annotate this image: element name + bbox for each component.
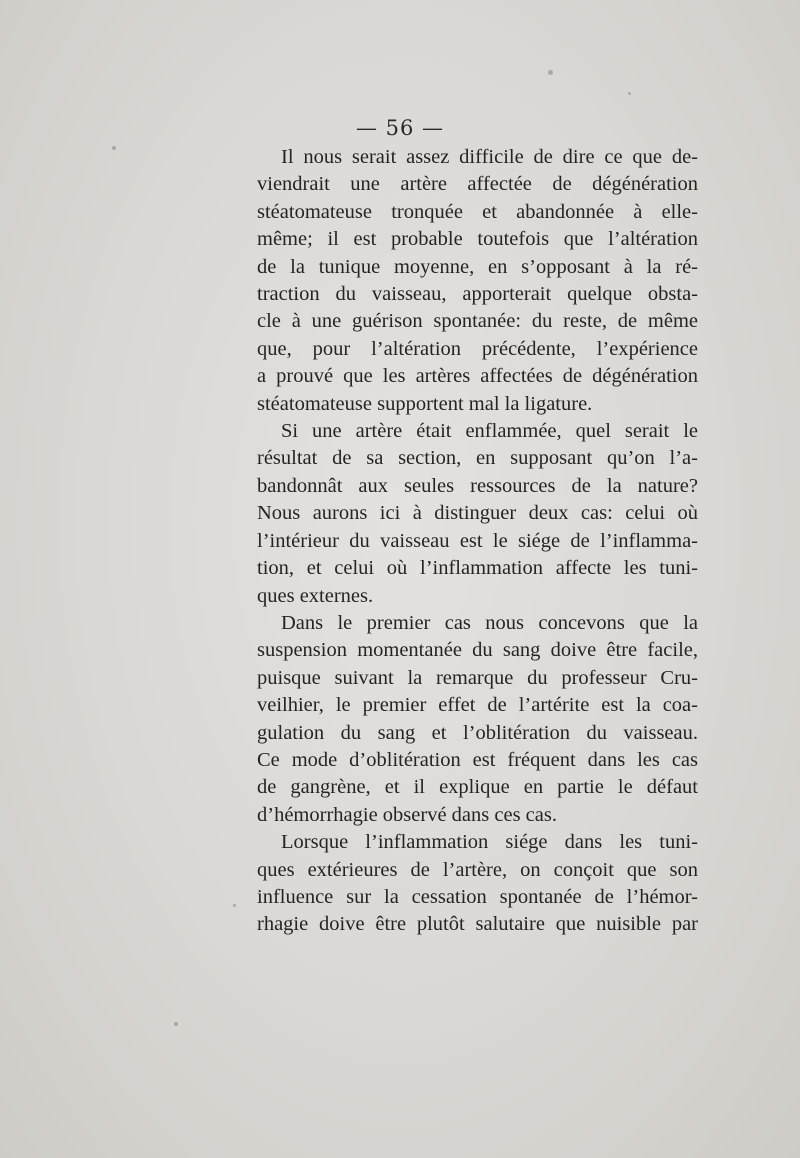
paper-speck [628, 92, 631, 95]
paper-speck [112, 146, 116, 150]
paragraph-1 [257, 144, 698, 418]
text-line: a prouvé que les artères affectées de dégénération [257, 365, 698, 388]
text-line: Nous aurons ici à distinguer deux cas: celui où [257, 502, 698, 525]
paragraph-4 [257, 829, 698, 939]
text-line: rhagie doive être plutôt salutaire que nuisible par [257, 913, 698, 936]
text-line: Si une artère était enflammée, quel serait le [281, 420, 698, 443]
text-line: gulation du sang et l’oblitération du vaisseau. [257, 721, 698, 744]
text-line: de la tunique moyenne, en s’opposant à la ré- [257, 255, 698, 278]
text-line: résultat de sa section, en supposant qu’on l’a- [257, 447, 698, 470]
text-line: stéatomateuse tronquée et abandonnée à elle- [257, 200, 698, 223]
text-line: que, pour l’altération précédente, l’expérience [257, 337, 698, 360]
text-line: viendrait une artère affectée de dégénération [257, 173, 698, 196]
text-line: d’hémorrhagie observé dans ces cas. [257, 803, 557, 826]
text-line: Lorsque l’inflammation siége dans les tuni- [281, 831, 698, 854]
paragraph-3 [257, 610, 698, 829]
text-line: veilhier, le premier effet de l’artérite est la coa- [257, 694, 698, 717]
paragraph-2 [257, 418, 698, 610]
text-line: tion, et celui où l’inflammation affecte les tuni- [257, 557, 698, 580]
paper-speck [174, 1022, 178, 1026]
paper-speck [233, 904, 236, 907]
text-line: Dans le premier cas nous concevons que la [281, 611, 698, 634]
text-line: puisque suivant la remarque du professeur Cru- [257, 666, 698, 689]
text-line: ques externes. [257, 584, 374, 607]
text-line: ques extérieures de l’artère, on conçoit que son [257, 858, 698, 881]
text-line: l’intérieur du vaisseau est le siége de l’inflamma- [257, 529, 698, 552]
text-line: cle à une guérison spontanée: du reste, de même [257, 310, 698, 333]
text-line: bandonnât aux seules ressources de la nature? [257, 474, 698, 497]
text-line: suspension momentanée du sang doive être facile, [257, 639, 698, 662]
text-line: influence sur la cessation spontanée de l’hémor- [257, 885, 698, 908]
text-line: Il nous serait assez difficile de dire ce que de- [281, 146, 698, 168]
paper-speck [548, 70, 553, 75]
text-line: Ce mode d’oblitération est fréquent dans les cas [257, 748, 698, 771]
text-line: même; il est probable toutefois que l’altération [257, 228, 698, 251]
text-line: traction du vaisseau, apporterait quelque obsta- [257, 283, 698, 306]
text-line: stéatomateuse supportent mal la ligature. [257, 392, 593, 415]
text-line: de gangrène, et il explique en partie le défaut [257, 776, 698, 799]
body-text [257, 144, 698, 939]
page-number: — 56 — [355, 116, 445, 140]
